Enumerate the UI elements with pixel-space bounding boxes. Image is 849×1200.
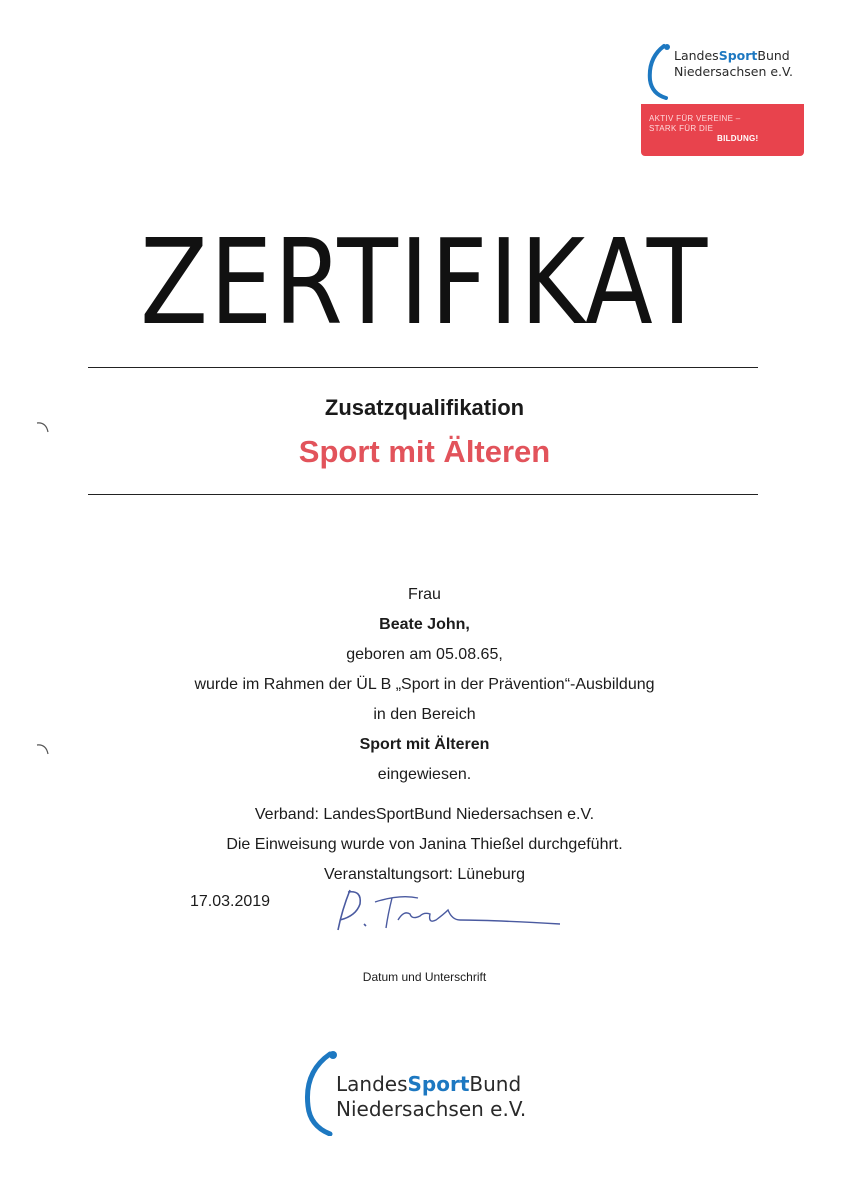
location-line: Veranstaltungsort: Lüneburg [323,866,526,883]
certificate-title: ZERTIFIKAT [140,213,710,351]
signature-caption: Datum und Unterschrift [362,970,487,984]
training-context: wurde im Rahmen der ÜL B „Sport in der Prävention“-Ausbildung [194,676,655,693]
instructor-line: Die Einweisung wurde von Janina Thießel durchgeführt. [226,836,623,853]
recipient-name: Beate John, [379,616,470,633]
divider [88,494,758,495]
birth-date: geboren am 05.08.65, [346,646,503,663]
swoosh-figure-icon [642,40,678,100]
divider [88,367,758,368]
issue-date: 17.03.2019 [190,893,271,910]
slogan-text: AKTIV FÜR VEREINE – STARK FÜR DIE BILDUNG! [649,114,759,143]
certificate-details [0,800,849,890]
association-line: Verband: LandesSportBund Niedersachsen e.V. [254,806,595,823]
closing-text: eingewiesen. [377,766,472,783]
punch-hole-mark [36,420,50,434]
lsb-logo-bottom [296,1046,536,1136]
area-intro: in den Bereich [373,706,476,723]
logo-name: LandesSportBund Niedersachsen e.V. [336,1072,527,1121]
slogan-banner [641,104,804,156]
salutation: Frau [408,586,441,603]
qualification-name: Sport mit Älteren [298,434,551,469]
logo-name: LandesSportBund Niedersachsen e.V. [674,48,793,79]
certificate-body [0,580,849,790]
handwritten-signature [320,880,570,940]
area-name: Sport mit Älteren [359,736,490,753]
qualification-label: Zusatzqualifikation [324,395,525,420]
